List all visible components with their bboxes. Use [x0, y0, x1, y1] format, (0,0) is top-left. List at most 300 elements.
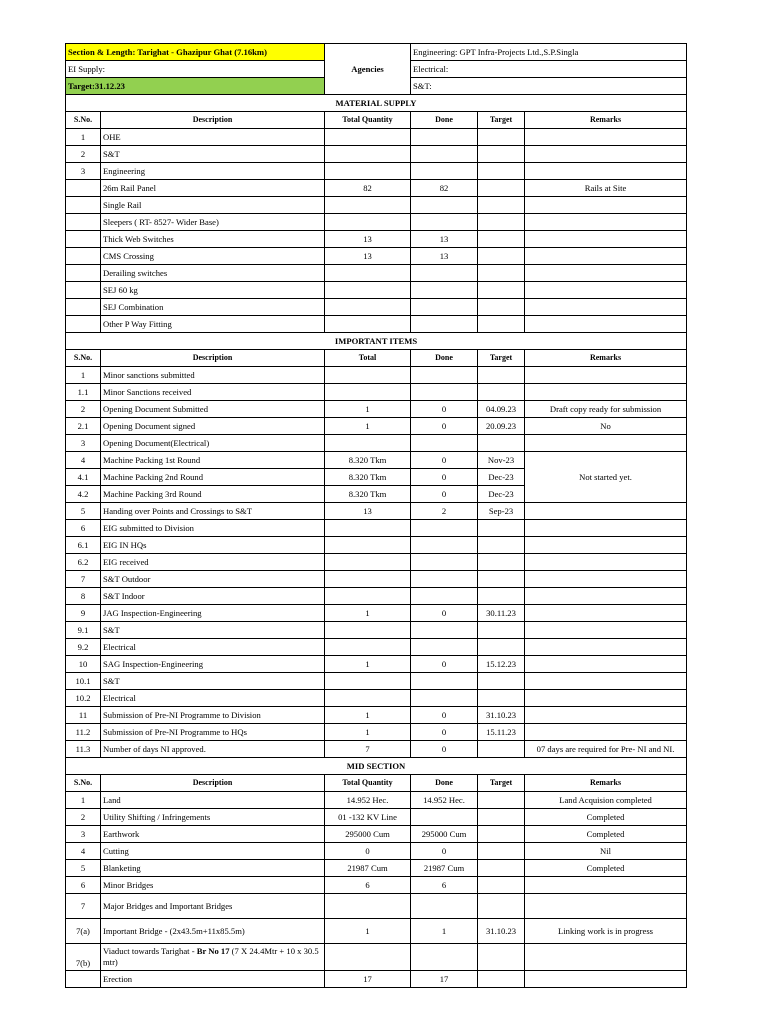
table-cell — [411, 571, 478, 588]
table-cell: No — [525, 418, 687, 435]
table-cell — [66, 299, 101, 316]
table-cell — [411, 639, 478, 656]
table-cell: Number of days NI approved. — [101, 741, 325, 758]
table-cell — [411, 435, 478, 452]
table-cell: Major Bridges and Important Bridges — [101, 894, 325, 919]
table-row — [66, 741, 687, 758]
table-cell: 0 — [411, 843, 478, 860]
table-cell: 1 — [411, 919, 478, 944]
table-cell: Single Rail — [101, 197, 325, 214]
table-cell: Opening Document signed — [101, 418, 325, 435]
table-cell: 295000 Cum — [411, 826, 478, 843]
table-cell: 2 — [66, 401, 101, 418]
electrical-agency: Electrical: — [411, 61, 687, 78]
status-sheet — [65, 43, 686, 988]
snt-agency: S&T: — [411, 78, 687, 95]
table-cell: Derailing switches — [101, 265, 325, 282]
table-cell — [525, 639, 687, 656]
table-cell — [478, 741, 525, 758]
table-cell: 1 — [325, 919, 411, 944]
table-cell: 21987 Cum — [325, 860, 411, 877]
table-cell — [525, 129, 687, 146]
table-cell — [525, 248, 687, 265]
table-cell — [478, 367, 525, 384]
important-items-rows — [66, 367, 687, 758]
table-cell — [325, 265, 411, 282]
table-cell: 9.2 — [66, 639, 101, 656]
viaduct-span-details: (7 X 24.4Mtr + 10 x 30.5 mtr) — [103, 946, 319, 967]
table-row — [66, 418, 687, 435]
table-cell — [411, 282, 478, 299]
table-cell — [525, 894, 687, 919]
table-cell — [325, 520, 411, 537]
table-cell: OHE — [101, 129, 325, 146]
table-cell — [411, 384, 478, 401]
table-cell: Opening Document Submitted — [101, 401, 325, 418]
table-cell: S&T Indoor — [101, 588, 325, 605]
table-cell: 31.10.23 — [478, 707, 525, 724]
table-row — [66, 860, 687, 877]
material-supply-header-row — [66, 112, 687, 129]
table-cell: Erection — [101, 971, 325, 988]
table-row — [66, 537, 687, 554]
table-cell — [478, 588, 525, 605]
col-header: S.No. — [66, 775, 101, 792]
col-header: Description — [101, 350, 325, 367]
col-header: Description — [101, 112, 325, 129]
important-items-header-row — [66, 350, 687, 367]
table-row — [66, 265, 687, 282]
table-cell — [325, 129, 411, 146]
table-cell — [411, 690, 478, 707]
table-cell: Sleepers ( RT- 8527- Wider Base) — [101, 214, 325, 231]
table-cell: 10 — [66, 656, 101, 673]
table-cell: 1 — [66, 129, 101, 146]
table-cell — [525, 554, 687, 571]
table-cell: Cutting — [101, 843, 325, 860]
table-cell — [525, 707, 687, 724]
table-cell — [478, 826, 525, 843]
table-cell: 6.1 — [66, 537, 101, 554]
table-cell: 2 — [66, 146, 101, 163]
table-row — [66, 656, 687, 673]
table-cell — [525, 503, 687, 520]
table-cell: 17 — [411, 971, 478, 988]
table-row — [66, 452, 687, 469]
target-cell: Target:31.12.23 — [66, 78, 325, 95]
table-row — [66, 231, 687, 248]
table-cell — [478, 971, 525, 988]
table-cell — [101, 944, 325, 971]
table-cell: S&T — [101, 622, 325, 639]
table-cell: 10.1 — [66, 673, 101, 690]
table-cell: Linking work is in progress — [525, 919, 687, 944]
col-header: Remarks — [525, 775, 687, 792]
table-cell: 2 — [66, 809, 101, 826]
table-cell: 10.2 — [66, 690, 101, 707]
table-cell: 26m Rail Panel — [101, 180, 325, 197]
col-header: S.No. — [66, 112, 101, 129]
table-cell: Land Acquision completed — [525, 792, 687, 809]
progress-table — [65, 43, 687, 988]
table-cell — [325, 146, 411, 163]
table-cell: 0 — [411, 656, 478, 673]
table-cell: 6 — [66, 520, 101, 537]
table-row — [66, 690, 687, 707]
table-cell — [411, 809, 478, 826]
table-cell — [525, 197, 687, 214]
table-row — [66, 520, 687, 537]
table-cell: 13 — [325, 503, 411, 520]
table-cell — [478, 894, 525, 919]
table-cell: Important Bridge - (2x43.5m+11x85.5m) — [101, 919, 325, 944]
section-title-material-supply: MATERIAL SUPPLY — [66, 95, 687, 112]
table-cell: CMS Crossing — [101, 248, 325, 265]
table-cell: Engineering — [101, 163, 325, 180]
table-cell: Thick Web Switches — [101, 231, 325, 248]
table-cell: EIG submitted to Division — [101, 520, 325, 537]
viaduct-bridge-number: Br No 17 — [196, 946, 230, 956]
table-cell: 15.12.23 — [478, 656, 525, 673]
table-cell — [525, 384, 687, 401]
table-cell — [478, 809, 525, 826]
col-header: Target — [478, 775, 525, 792]
table-cell: Sep-23 — [478, 503, 525, 520]
table-cell — [325, 571, 411, 588]
table-cell: 15.11.23 — [478, 724, 525, 741]
table-cell — [525, 944, 687, 971]
table-cell — [478, 180, 525, 197]
table-row — [66, 367, 687, 384]
table-row — [66, 971, 687, 988]
table-cell — [325, 384, 411, 401]
table-cell: 7 — [66, 894, 101, 919]
table-cell — [478, 163, 525, 180]
table-cell: 30.11.23 — [478, 605, 525, 622]
table-cell — [325, 163, 411, 180]
table-cell: Machine Packing 2nd Round — [101, 469, 325, 486]
table-cell — [525, 265, 687, 282]
table-cell: 82 — [325, 180, 411, 197]
table-cell — [411, 622, 478, 639]
table-cell: 6 — [411, 877, 478, 894]
table-cell — [325, 316, 411, 333]
table-cell: Machine Packing 3rd Round — [101, 486, 325, 503]
table-row — [66, 673, 687, 690]
table-cell — [525, 146, 687, 163]
table-cell — [66, 197, 101, 214]
table-cell — [525, 877, 687, 894]
table-cell — [525, 163, 687, 180]
table-cell: 1 — [66, 792, 101, 809]
table-cell: SEJ 60 kg — [101, 282, 325, 299]
table-cell: 0 — [411, 452, 478, 469]
table-cell — [478, 520, 525, 537]
table-cell: Completed — [525, 826, 687, 843]
table-row — [66, 163, 687, 180]
section-title-mid-section: MID SECTION — [66, 758, 687, 775]
table-cell: 7(b) — [66, 944, 101, 971]
table-cell: Submission of Pre-NI Programme to HQs — [101, 724, 325, 741]
table-cell — [325, 537, 411, 554]
table-cell: 0 — [411, 707, 478, 724]
table-cell — [478, 554, 525, 571]
table-cell: 13 — [325, 248, 411, 265]
table-cell — [325, 554, 411, 571]
table-cell: 1 — [66, 367, 101, 384]
table-cell: Dec-23 — [478, 486, 525, 503]
col-header: Total — [325, 350, 411, 367]
table-cell: Opening Document(Electrical) — [101, 435, 325, 452]
table-cell — [325, 944, 411, 971]
engineering-agency: Engineering: GPT Infra-Projects Ltd.,S.P.Singla — [411, 44, 687, 61]
table-cell — [525, 299, 687, 316]
col-header: Done — [411, 112, 478, 129]
table-cell: Not started yet. — [525, 452, 687, 503]
col-header: S.No. — [66, 350, 101, 367]
table-cell: 82 — [411, 180, 478, 197]
col-header: Total Quantity — [325, 775, 411, 792]
table-cell: 4.1 — [66, 469, 101, 486]
table-cell — [325, 639, 411, 656]
table-cell — [478, 944, 525, 971]
table-cell — [325, 367, 411, 384]
table-row — [66, 707, 687, 724]
table-cell: Nil — [525, 843, 687, 860]
table-row — [66, 809, 687, 826]
col-header: Remarks — [525, 350, 687, 367]
table-cell: 1 — [325, 605, 411, 622]
table-cell: Minor Bridges — [101, 877, 325, 894]
table-cell — [478, 843, 525, 860]
agencies-label: Agencies — [325, 44, 411, 95]
table-cell — [478, 792, 525, 809]
table-cell — [325, 214, 411, 231]
table-cell: 4 — [66, 843, 101, 860]
table-cell — [525, 622, 687, 639]
table-cell: S&T Outdoor — [101, 571, 325, 588]
table-cell — [525, 605, 687, 622]
table-cell: 1 — [325, 707, 411, 724]
table-cell: Other P Way Fitting — [101, 316, 325, 333]
table-cell: 8.320 Tkm — [325, 469, 411, 486]
table-cell — [525, 214, 687, 231]
table-cell: Minor sanctions submitted — [101, 367, 325, 384]
table-cell: 7(a) — [66, 919, 101, 944]
table-cell: EIG IN HQs — [101, 537, 325, 554]
col-header: Remarks — [525, 112, 687, 129]
table-cell: EIG received — [101, 554, 325, 571]
table-cell — [411, 673, 478, 690]
table-cell: 7 — [66, 571, 101, 588]
table-cell — [66, 231, 101, 248]
table-cell — [525, 520, 687, 537]
table-cell: Minor Sanctions received — [101, 384, 325, 401]
table-cell: 3 — [66, 826, 101, 843]
table-cell: Utility Shifting / Infringements — [101, 809, 325, 826]
table-row — [66, 944, 687, 971]
table-cell: Blanketing — [101, 860, 325, 877]
table-cell — [525, 724, 687, 741]
table-cell — [525, 231, 687, 248]
table-cell — [325, 588, 411, 605]
table-row — [66, 639, 687, 656]
table-row — [66, 197, 687, 214]
table-cell — [411, 299, 478, 316]
table-cell: Completed — [525, 860, 687, 877]
table-row — [66, 146, 687, 163]
table-cell: 8.320 Tkm — [325, 486, 411, 503]
table-row — [66, 384, 687, 401]
table-cell — [525, 537, 687, 554]
table-row — [66, 248, 687, 265]
table-cell: 5 — [66, 503, 101, 520]
table-cell: 3 — [66, 163, 101, 180]
table-cell — [478, 316, 525, 333]
table-cell — [325, 622, 411, 639]
col-header: Done — [411, 350, 478, 367]
ei-supply-cell: EI Supply: — [66, 61, 325, 78]
table-cell — [525, 656, 687, 673]
table-cell: 1 — [325, 656, 411, 673]
table-cell — [478, 877, 525, 894]
table-cell: 2 — [411, 503, 478, 520]
col-header: Target — [478, 350, 525, 367]
table-cell: Handing over Points and Crossings to S&T — [101, 503, 325, 520]
table-row — [66, 214, 687, 231]
table-cell — [66, 971, 101, 988]
table-cell: 295000 Cum — [325, 826, 411, 843]
table-cell — [478, 571, 525, 588]
table-cell: Machine Packing 1st Round — [101, 452, 325, 469]
table-cell — [478, 622, 525, 639]
table-cell: Electrical — [101, 690, 325, 707]
table-cell — [525, 971, 687, 988]
table-cell: 0 — [411, 605, 478, 622]
table-row — [66, 792, 687, 809]
table-cell — [66, 248, 101, 265]
material-supply-rows — [66, 129, 687, 333]
table-cell — [411, 163, 478, 180]
table-cell: Dec-23 — [478, 469, 525, 486]
col-header: Description — [101, 775, 325, 792]
table-cell — [411, 197, 478, 214]
table-cell: 1 — [325, 401, 411, 418]
table-cell: SEJ Combination — [101, 299, 325, 316]
table-cell — [411, 537, 478, 554]
table-cell — [478, 146, 525, 163]
table-cell — [478, 860, 525, 877]
table-cell — [525, 571, 687, 588]
table-cell: 11.2 — [66, 724, 101, 741]
table-row — [66, 435, 687, 452]
table-cell: 2.1 — [66, 418, 101, 435]
table-cell: 0 — [411, 724, 478, 741]
table-cell — [478, 129, 525, 146]
table-row — [66, 588, 687, 605]
table-cell: 1 — [325, 724, 411, 741]
table-row — [66, 503, 687, 520]
col-header: Total Quantity — [325, 112, 411, 129]
table-cell — [411, 316, 478, 333]
table-cell: 14.952 Hec. — [411, 792, 478, 809]
table-row — [66, 282, 687, 299]
table-cell — [411, 265, 478, 282]
table-cell: Earthwork — [101, 826, 325, 843]
table-cell: 11.3 — [66, 741, 101, 758]
table-cell: Draft copy ready for submission — [525, 401, 687, 418]
table-cell: 5 — [66, 860, 101, 877]
table-cell: S&T — [101, 146, 325, 163]
table-cell — [411, 588, 478, 605]
table-cell: Nov-23 — [478, 452, 525, 469]
table-cell: 13 — [411, 231, 478, 248]
section-title-important-items: IMPORTANT ITEMS — [66, 333, 687, 350]
table-cell: 3 — [66, 435, 101, 452]
table-row — [66, 571, 687, 588]
table-cell — [478, 537, 525, 554]
table-row — [66, 129, 687, 146]
table-cell: SAG Inspection-Engineering — [101, 656, 325, 673]
table-cell: 13 — [325, 231, 411, 248]
mid-section-rows — [66, 792, 687, 988]
table-cell: Electrical — [101, 639, 325, 656]
table-cell — [411, 129, 478, 146]
table-cell: 6 — [325, 877, 411, 894]
table-row — [66, 622, 687, 639]
table-cell — [478, 639, 525, 656]
table-cell: 14.952 Hec. — [325, 792, 411, 809]
table-cell — [478, 282, 525, 299]
table-cell — [525, 690, 687, 707]
table-cell: 01 -132 KV Line — [325, 809, 411, 826]
table-cell: 04.09.23 — [478, 401, 525, 418]
table-cell — [478, 299, 525, 316]
table-cell: 13 — [411, 248, 478, 265]
table-cell: 8.320 Tkm — [325, 452, 411, 469]
table-cell — [411, 146, 478, 163]
table-cell — [66, 265, 101, 282]
table-cell — [478, 248, 525, 265]
table-cell — [325, 282, 411, 299]
table-cell — [478, 265, 525, 282]
table-cell: 0 — [411, 418, 478, 435]
table-cell — [525, 367, 687, 384]
col-header: Target — [478, 112, 525, 129]
table-cell: 7 — [325, 741, 411, 758]
table-cell — [325, 894, 411, 919]
viaduct-label: Viaduct towards Tarighat - — [103, 946, 197, 956]
table-cell: 31.10.23 — [478, 919, 525, 944]
table-cell — [478, 435, 525, 452]
table-cell — [411, 894, 478, 919]
table-cell: 9.1 — [66, 622, 101, 639]
table-cell: 1 — [325, 418, 411, 435]
table-cell: 6.2 — [66, 554, 101, 571]
table-cell: 21987 Cum — [411, 860, 478, 877]
table-cell: 11 — [66, 707, 101, 724]
table-cell: Rails at Site — [525, 180, 687, 197]
table-cell: 0 — [411, 469, 478, 486]
table-cell — [525, 588, 687, 605]
table-cell — [478, 673, 525, 690]
table-cell: 07 days are required for Pre- NI and NI. — [525, 741, 687, 758]
table-cell: 0 — [411, 401, 478, 418]
table-cell — [325, 197, 411, 214]
table-cell — [525, 282, 687, 299]
table-row — [66, 180, 687, 197]
table-cell: 9 — [66, 605, 101, 622]
